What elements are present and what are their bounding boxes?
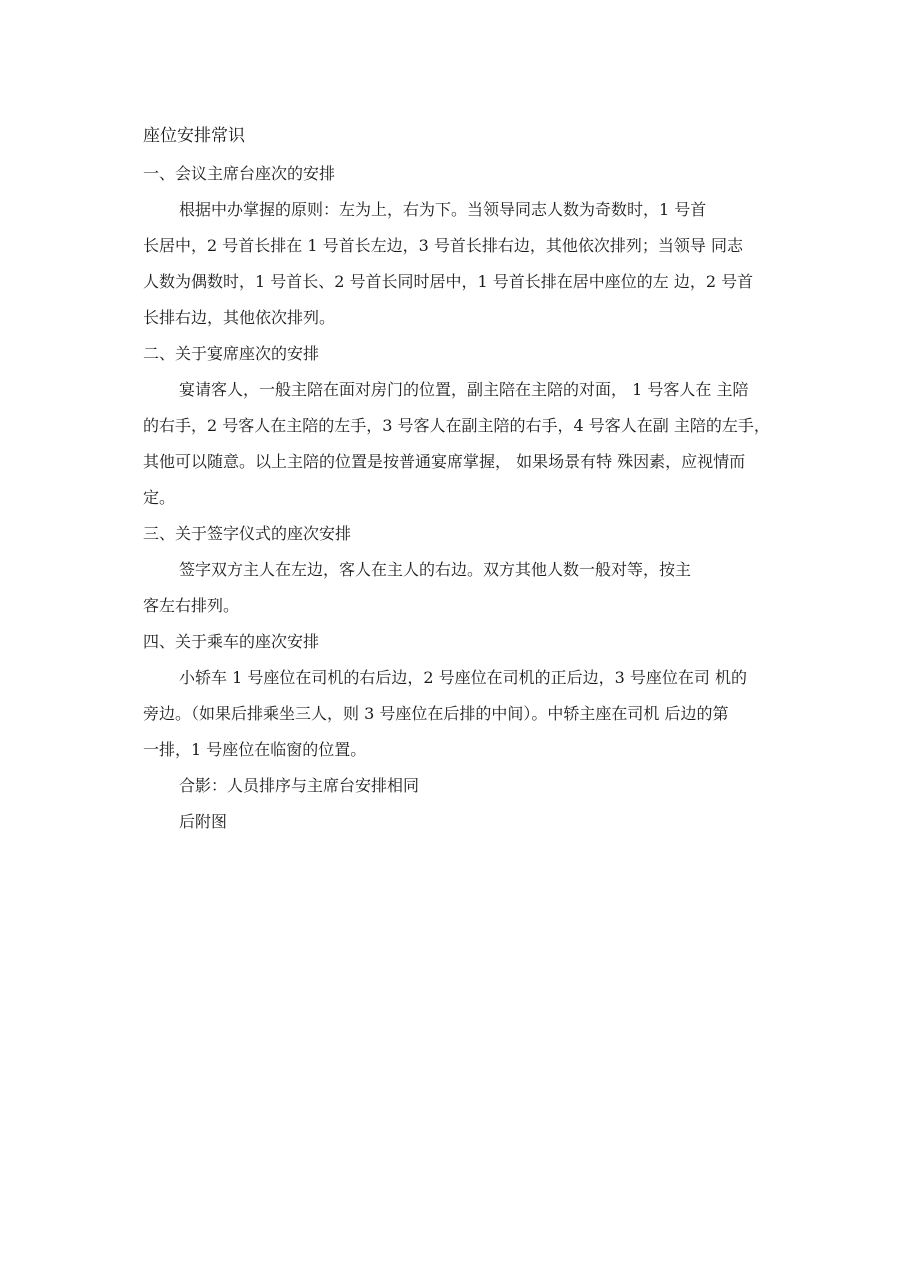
section-heading-3: 三、关于签字仪式的座次安排 — [143, 524, 352, 543]
paragraph-line: 长排右边，其他依次排列。 — [143, 308, 336, 327]
paragraph-line: 合影：人员排序与主席台安排相同 — [179, 776, 420, 795]
paragraph-line: 其他可以随意。以上主陪的位置是按普通宴席掌握， 如果场景有特 殊因素，应视情而 — [143, 452, 746, 471]
section-heading-4: 四、关于乘车的座次安排 — [143, 632, 320, 651]
paragraph-line: 小轿车 1 号座位在司机的右后边，2 号座位在司机的正后边，3 号座位在司 机的 — [179, 668, 747, 687]
document-title: 座位安排常识 — [143, 126, 245, 146]
paragraph-line: 客左右排列。 — [143, 596, 240, 615]
paragraph-line: 宴请客人，一般主陪在面对房门的位置，副主陪在主陪的对面， 1 号客人在 主陪 — [179, 380, 749, 399]
section-heading-1: 一、会议主席台座次的安排 — [143, 164, 336, 183]
paragraph-line: 的右手，2 号客人在主陪的左手，3 号客人在副主陪的右手，4 号客人在副 主陪的左手， — [143, 416, 770, 435]
paragraph-line: 定。 — [143, 488, 176, 507]
paragraph-line: 人数为偶数时，1 号首长、2 号首长同时居中，1 号首长排在居中座位的左 边，2 号首 — [143, 272, 754, 291]
section-heading-2: 二、关于宴席座次的安排 — [143, 344, 320, 363]
paragraph-line: 后附图 — [179, 812, 228, 831]
paragraph-line: 根据中办掌握的原则：左为上，右为下。当领导同志人数为奇数时，1 号首 — [179, 200, 707, 219]
paragraph-line: 签字双方主人在左边，客人在主人的右边。双方其他人数一般对等，按主 — [179, 560, 692, 579]
paragraph-line: 长居中，2 号首长排在 1 号首长左边，3 号首长排右边，其他依次排列；当领导 同志 — [143, 236, 743, 255]
paragraph-line: 旁边。（如果后排乘坐三人，则 3 号座位在后排的中间）。中轿主座在司机 后边的第 — [143, 704, 729, 723]
paragraph-line: 一排，1 号座位在临窗的位置。 — [143, 740, 367, 759]
